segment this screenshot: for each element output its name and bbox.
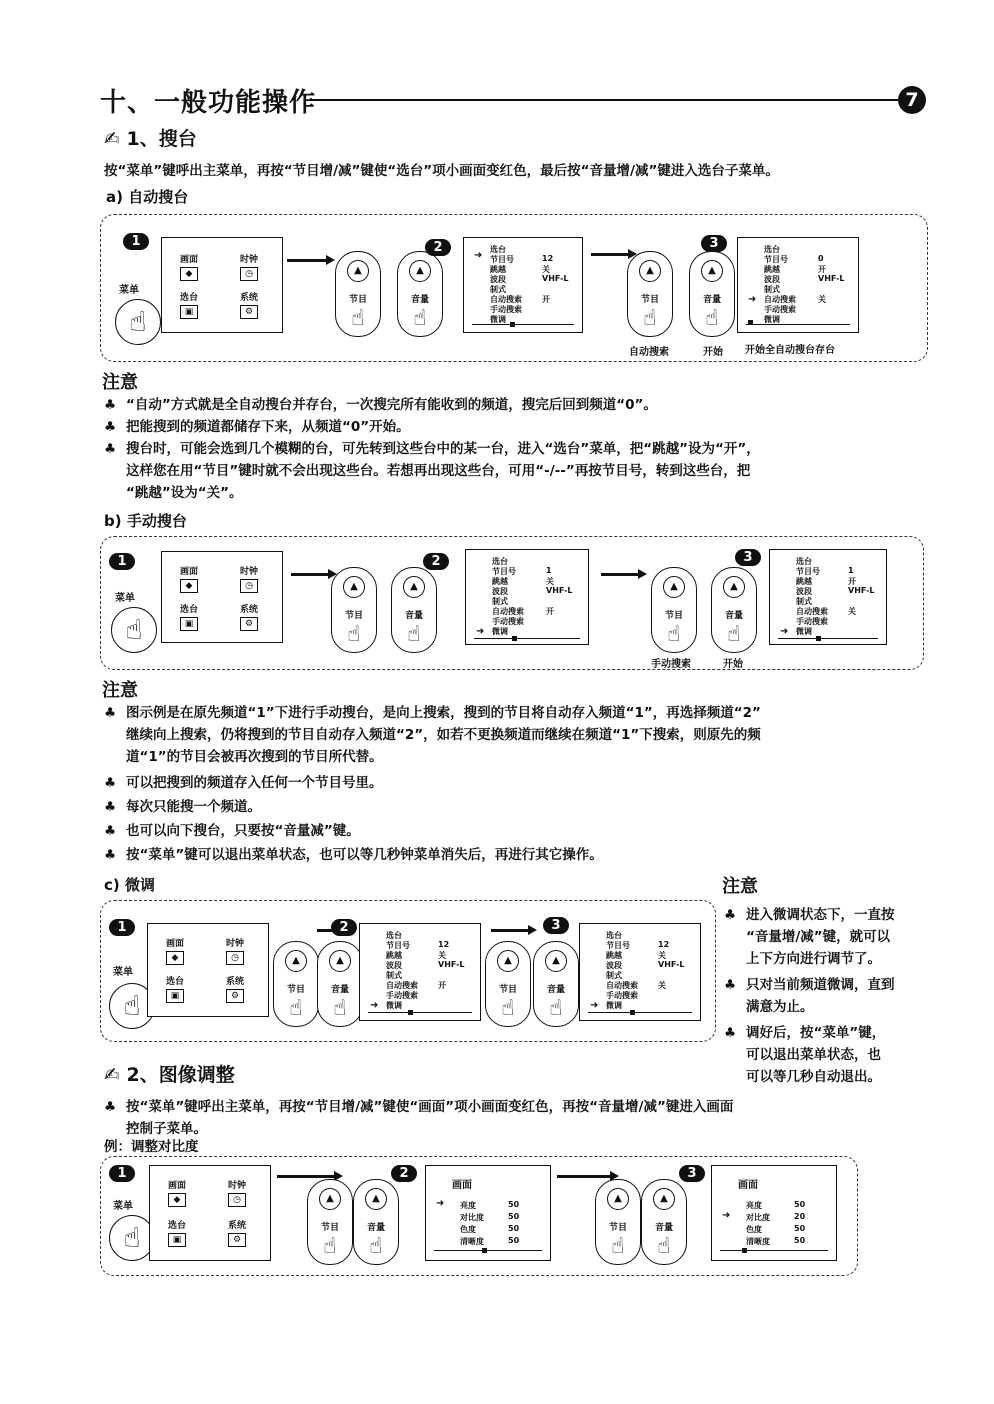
- menu-item-tune: 选台 ▣: [179, 293, 198, 317]
- remote-prog-button: ▲ 节目 ☝: [651, 567, 697, 653]
- remote-vol-button: ▲ 音量 ☝: [317, 941, 363, 1027]
- flow-arrow: [557, 1175, 613, 1178]
- remote-prog-button: ▲ 节目 ☝: [331, 567, 377, 653]
- remote-vol-button: ▲ 音量 ☝: [391, 567, 437, 653]
- list-item: 可以等几秒自动退出。: [746, 1069, 881, 1085]
- caption-start: 开始: [723, 659, 743, 670]
- manual-tune-heading: b) 手动搜台: [104, 512, 187, 530]
- tuning-intro: 按“菜单”键呼出主菜单，再按“节目增/减”键使“选台”项小画面变红色，最后按“音量增/减”键进入选台子菜单。: [104, 163, 779, 179]
- remote-prog-button: ▲ 节目 ☝: [627, 251, 673, 337]
- flow-arrow: [287, 259, 329, 262]
- manual-tune-diagram: [100, 536, 924, 670]
- flow-arrow: [277, 1175, 337, 1178]
- flow-arrow: [591, 253, 631, 256]
- list-item: ♣ 进入微调状态下，一直按: [724, 907, 895, 923]
- menu-label: 菜单: [113, 1201, 133, 1212]
- selector-arrow-icon: ➜: [590, 1000, 599, 1011]
- title-rule: [312, 99, 898, 101]
- remote-prog-button: ▲ 节目 ☝: [273, 941, 319, 1027]
- tune-icon: ▣: [166, 989, 184, 1003]
- tune-menu-screen: 选台 节目号 跳越 波段 制式 自动搜索 手动搜索 微调 12 关 VHF-L 开 ➜: [463, 237, 583, 333]
- list-item: ♣ 调好后，按“菜单”键，: [724, 1025, 886, 1041]
- step-1-badge: 1: [109, 553, 135, 570]
- caption-auto-store: 开始全自动搜台存台: [745, 345, 835, 356]
- list-item: ♣ 只对当前频道微调，直到: [724, 977, 895, 993]
- step-1-badge: 1: [123, 233, 149, 250]
- system-icon: ⚙: [240, 305, 258, 319]
- auto-notes-heading: 注意: [102, 372, 138, 393]
- section-tuning-heading: ✍ 1、搜台: [104, 128, 197, 150]
- hand-press-icon: ☝: [109, 1215, 155, 1261]
- selector-arrow-icon: ➜: [780, 626, 789, 637]
- main-menu-screen: 画面 ◆ 时钟 ◷ 选台 ▣ 系统 ⚙: [161, 551, 283, 643]
- picture-intro: ♣ 按“菜单”键呼出主菜单，再按“节目增/减”键使“画面”项小画面变红色，再按“音量增/减”键进入画面 控制子菜单。: [104, 1099, 734, 1137]
- remote-prog-button: ▲ 节目 ☝: [485, 941, 531, 1027]
- auto-tune-heading: a) 自动搜台: [106, 188, 189, 206]
- list-item: ♣ 按“菜单”键可以退出菜单状态，也可以等几秒钟菜单消失后，再进行其它操作。: [104, 847, 603, 863]
- fine-notes-list: [724, 904, 944, 1088]
- caption-manual-search: 手动搜索: [651, 659, 691, 670]
- caption-auto-search: 自动搜索: [629, 347, 669, 358]
- list-item: 道“1”的节目会被再次搜到的节目所代替。: [126, 749, 383, 765]
- remote-vol-button: ▲ 音量 ☝: [641, 1179, 687, 1265]
- flow-arrow: [491, 929, 531, 932]
- remote-vol-button: ▲ 音量 ☝: [533, 941, 579, 1027]
- picture-icon: ◆: [180, 579, 198, 593]
- page-number: 7: [898, 86, 926, 114]
- satellite-icon: ✍: [104, 1064, 120, 1086]
- clock-icon: ◷: [240, 579, 258, 593]
- list-item: ♣ 可以把搜到的频道存入任何一个节目号里。: [104, 775, 383, 791]
- tune-menu-screen-step3: 选台 节目号 跳越 波段 制式 自动搜索 手动搜索 微调 0 开 VHF-L 关 ➜: [737, 237, 859, 333]
- step-2-badge: 2: [331, 919, 357, 936]
- auto-notes-list: [104, 394, 964, 504]
- picture-menu-screen: 画面 亮度 对比度 色度 清晰度 50 50 50 50 ➜: [425, 1165, 551, 1261]
- selector-arrow-icon: ➜: [370, 1000, 379, 1011]
- step-2-badge: 2: [391, 1165, 417, 1182]
- clock-icon: ◷: [226, 951, 244, 965]
- fine-tune-diagram: [100, 900, 716, 1042]
- picture-example: 例：调整对比度: [104, 1139, 199, 1155]
- list-item: ♣ 搜台时，可能会选到几个模糊的台，可先转到这些台中的某一台，进入“选台”菜单，把“跳越”设为“开”，: [104, 441, 760, 457]
- step-1-badge: 1: [109, 919, 135, 936]
- step-3-badge: 3: [679, 1165, 705, 1182]
- list-item: 这样您在用“节目”键时就不会出现这些台。若想再出现这些台，可用“-/--”再按节目号，转到这些台，把: [126, 463, 751, 479]
- selector-arrow-icon: ➜: [436, 1198, 445, 1209]
- step-3-badge: 3: [701, 235, 727, 252]
- selector-arrow-icon: ➜: [474, 250, 483, 261]
- remote-vol-button: ▲ 音量 ☝: [711, 567, 757, 653]
- menu-item-system: 系统 ⚙: [239, 293, 258, 317]
- main-menu-screen: 画面 ◆ 时钟 ◷ 选台 ▣ 系统 ⚙: [149, 1165, 271, 1261]
- auto-tune-diagram: [100, 214, 928, 362]
- list-item: 上下方向进行调节了。: [746, 951, 881, 967]
- list-item: 继续向上搜索，仍将搜到的节目自动存入频道“2”，如若不更换频道而继续在频道“1”下搜索，则原先的频: [126, 727, 761, 743]
- tune-menu-screen-step3: 选台 节目号 跳越 波段 制式 自动搜索 手动搜索 微调 1 开 VHF-L 关 ➜: [769, 549, 887, 645]
- list-item: 满意为止。: [746, 999, 814, 1015]
- list-item: ♣ “自动”方式就是全自动搜台并存台，一次搜完所有能收到的频道，搜完后回到频道“0”。: [104, 397, 657, 413]
- caption-start: 开始: [703, 347, 723, 358]
- clock-icon: ◷: [228, 1193, 246, 1207]
- remote-vol-button: ▲ 音量 ☝: [689, 251, 735, 337]
- remote-prog-button: ▲ 节目 ☝: [595, 1179, 641, 1265]
- hand-press-icon: ☝: [111, 607, 157, 653]
- list-item: ♣ 把能搜到的频道都储存下来，从频道“0”开始。: [104, 419, 410, 435]
- picture-icon: ◆: [166, 951, 184, 965]
- tune-icon: ▣: [180, 617, 198, 631]
- menu-label: 菜单: [113, 967, 133, 978]
- step-2-badge: 2: [425, 239, 451, 256]
- hand-press-icon: ☝: [115, 299, 161, 345]
- selector-arrow-icon: ➜: [722, 1210, 731, 1221]
- tune-menu-screen: 选台 节目号 跳越 波段 制式 自动搜索 手动搜索 微调 12 关 VHF-L 开 ➜: [359, 923, 481, 1021]
- remote-vol-button: ▲ 音量 ☝: [353, 1179, 399, 1265]
- picture-adjust-diagram: [100, 1156, 858, 1276]
- flow-arrow: [601, 573, 641, 576]
- section-picture-heading: ✍ 2、图像调整: [104, 1064, 235, 1086]
- flow-arrow: [291, 573, 331, 576]
- satellite-icon: ✍: [104, 128, 120, 150]
- menu-label: 菜单: [119, 285, 139, 296]
- menu-label: 菜单: [115, 593, 135, 604]
- selector-arrow-icon: ➜: [748, 294, 757, 305]
- picture-icon: ◆: [180, 267, 198, 281]
- list-item: 可以退出菜单状态，也: [746, 1047, 881, 1063]
- manual-notes-heading: 注意: [102, 680, 138, 701]
- fine-notes-heading: 注意: [722, 876, 758, 897]
- remote-prog-button: ▲ 节目 ☝: [307, 1179, 353, 1265]
- step-1-badge: 1: [109, 1165, 135, 1182]
- remote-vol-button: ▲ 音量 ☝: [397, 251, 443, 337]
- tune-menu-screen-step3: 选台 节目号 跳越 波段 制式 自动搜索 手动搜索 微调 12 关 VHF-L 关 ➜: [579, 923, 701, 1021]
- remote-prog-button: ▲ 节目 ☝: [335, 251, 381, 337]
- picture-icon: ◆: [168, 1193, 186, 1207]
- list-item: “音量增/减”键，就可以: [746, 929, 891, 945]
- list-item: “跳越”设为“关”。: [126, 485, 243, 501]
- step-3-badge: 3: [735, 549, 761, 566]
- main-menu-screen: 画面 ◆ 时钟 ◷ 选台 ▣ 系统 ⚙: [147, 923, 269, 1017]
- fine-tune-heading: c) 微调: [104, 876, 155, 894]
- picture-menu-screen-step3: 画面 亮度 对比度 色度 清晰度 50 20 50 50 ➜: [711, 1165, 837, 1261]
- main-menu-screen: [161, 237, 283, 333]
- menu-item-picture: 画面 ◆: [179, 255, 198, 279]
- tune-icon: ▣: [168, 1233, 186, 1247]
- system-icon: ⚙: [240, 617, 258, 631]
- page-title: 十、一般功能操作: [100, 88, 317, 118]
- system-icon: ⚙: [226, 989, 244, 1003]
- selector-arrow-icon: ➜: [476, 626, 485, 637]
- tune-menu-screen: 选台 节目号 跳越 波段 制式 自动搜索 手动搜索 微调 1 关 VHF-L 开 ➜: [465, 549, 589, 645]
- menu-item-clock: 时钟 ◷: [239, 255, 258, 279]
- step-3-badge: 3: [543, 917, 569, 934]
- list-item: ♣ 图示例是在原先频道“1”下进行手动搜台，是向上搜索，搜到的节目将自动存入频道“1”，再选择频道“2”: [104, 705, 761, 721]
- manual-notes-list: [104, 702, 964, 866]
- tune-icon: ▣: [180, 305, 198, 319]
- list-item: ♣ 每次只能搜一个频道。: [104, 799, 261, 815]
- list-item: ♣ 也可以向下搜台，只要按“音量减”键。: [104, 823, 360, 839]
- system-icon: ⚙: [228, 1233, 246, 1247]
- hand-press-icon: ☝: [109, 983, 155, 1029]
- clock-icon: ◷: [240, 267, 258, 281]
- step-2-badge: 2: [423, 553, 449, 570]
